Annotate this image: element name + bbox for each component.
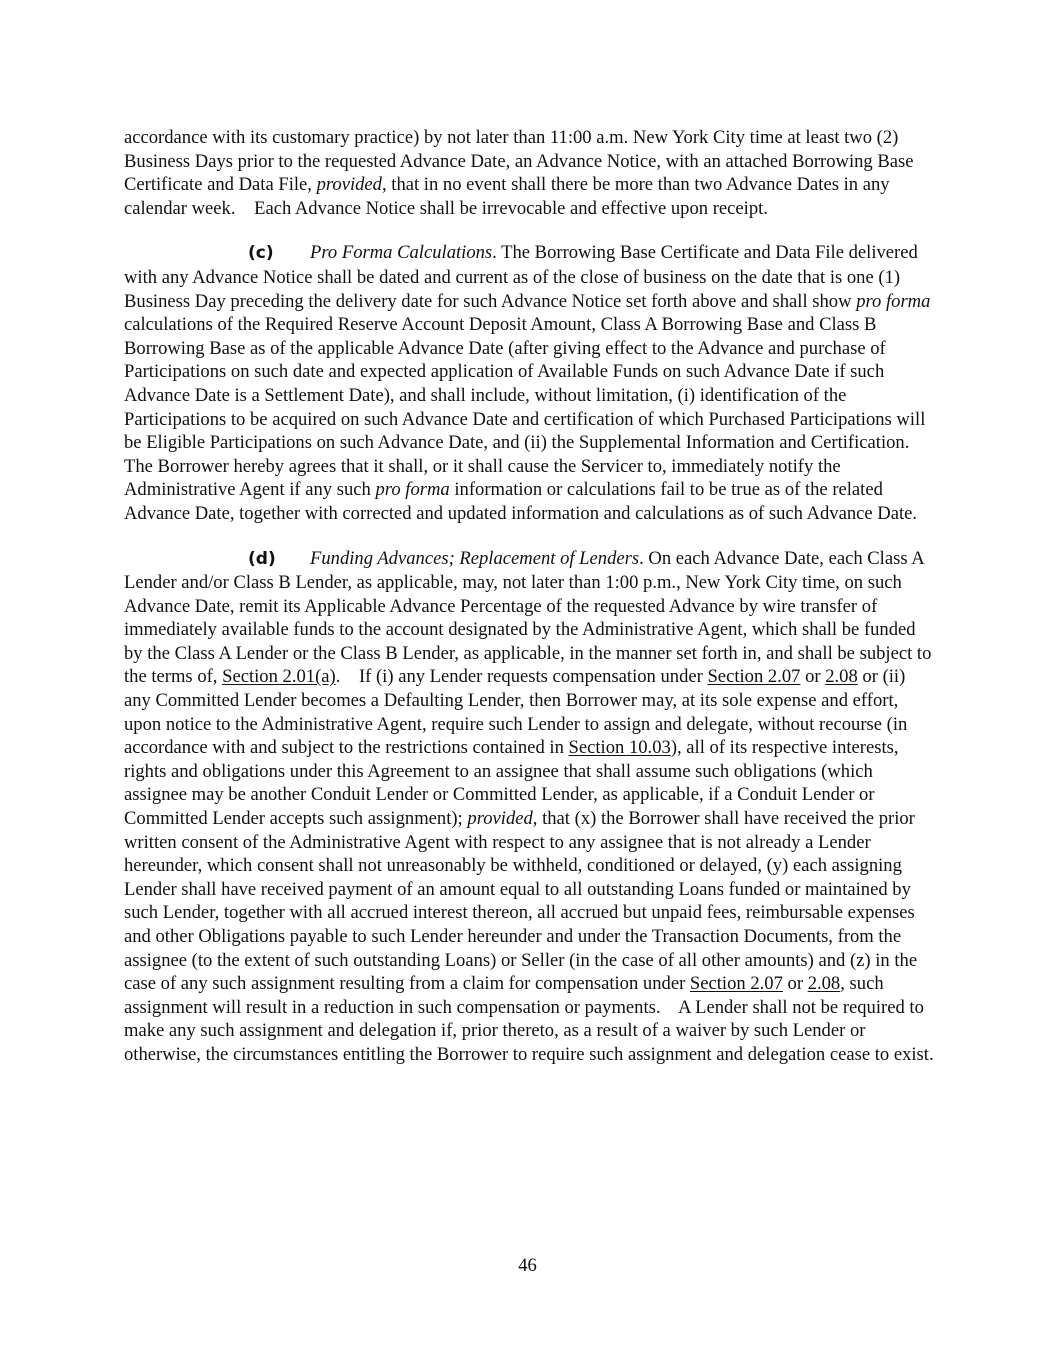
emphasis-pro-forma: pro forma [856, 290, 931, 312]
emphasis-provided: provided [316, 174, 382, 196]
section-reference: Section 2.07 [707, 666, 801, 688]
paragraph-b-continuation: accordance with its customary practice) by not later than 11:00 a.m. New York City time at least two (2) Business Days prior to the requested Advance Date, an Advance Notice, with an attached Borrowing Base Certificate and Data File, provided, that in no event shall there be more than two Advance Dates in any calendar week. Each Advance Notice shall be irrevocable and effective upon receipt. [124, 127, 914, 219]
document-page [124, 126, 936, 1067]
clause-heading-c: Pro Forma Calculations [310, 242, 493, 264]
emphasis-provided: provided [467, 808, 533, 830]
clause-heading-d: Funding Advances; Replacement of Lenders [310, 547, 640, 569]
section-reference: 2.08 [807, 973, 841, 995]
paragraph-d: (d) Funding Advances; Replacement of Lenders. On each Advance Date, each Class A Lender and/or Class B Lender, as applicable, may, not later than 1:00 p.m., New York City time, on such Advance Date, remit its Applicable Advance Percentage of the requested Advance by wire transfer of immediately available funds to the account designated by the Administrative Agent, which shall be funded by the Class A Lender or the Class B Lender, as applicable, in the manner set forth in, and shall be subject to the terms of, Section 2.01(a). If (i) any Lender requests compensation under Section 2.07 or 2.08 or (ii) any Committed Lender becomes a Defaulting Lender, then Borrower may, at its sole expense and effort, upon notice to the Administrative Agent, require such Lender to assign and delegate, without recourse (in accordance with and subject to the restrictions contained in Section 10.03), all of its respective interests, rights and obligations under this Agreement to an assignee that shall assume such obligations (which assignee may be another Conduit Lender or Committed Lender, as applicable, if a Conduit Lender or Committed Lender accepts such assignment); provided, that (x) the Borrower shall have received the prior written consent of the Administrative Agent with respect to any assignee that is not already a Lender hereunder, which consent shall not unreasonably be withheld, conditioned or delayed, (y) each assigning Lender shall have received payment of an amount equal to all outstanding Loans funded or maintained by such Lender, together with all accrued interest thereon, all accrued but unpaid fees, reimbursable expenses and other Obligations payable to such Lender hereunder and under the Transaction Documents, from the assignee (to the extent of such outstanding Loans) or Seller (in the case of all other amounts) and (z) in the case of any such assignment resulting from a claim for compensation under Section 2.07 or 2.08, such assignment will result in a reduction in such compensation or payments. A Lender shall not be required to make any such assignment and delegation if, prior thereto, as a result of a waiver by such Lender or otherwise, the circumstances entitling the Borrower to require such assignment and delegation cease to exist. [124, 547, 934, 1065]
clause-label-d: (d) [248, 548, 276, 569]
section-reference: 2.08 [825, 666, 858, 688]
paragraph-c: (c) Pro Forma Calculations. The Borrowing Base Certificate and Data File delivered with any Advance Notice shall be dated and current as of the close of business on the date that is one (1) Business Day preceding the delivery date for such Advance Notice set forth above and shall show pro forma calculations of the Required Reserve Account Deposit Amount, Class A Borrowing Base and Class B Borrowing Base as of the applicable Advance Date (after giving effect to the Advance and purchase of Participations on such date and expected application of Available Funds on such Advance Date if such Advance Date is a Settlement Date), and shall include, without limitation, (i) identification of the Participations to be acquired on such Advance Date and certification of which Purchased Participations will be Eligible Participations on such Advance Date, and (ii) the Supplemental Information and Certification. The Borrower hereby agrees that it shall, or it shall cause the Servicer to, immediately notify the Administrative Agent if any such pro forma information or calculations fail to be true as of the related Advance Date, together with corrected and updated information and calculations as of such Advance Date. [124, 242, 931, 524]
clause-label-c: (c) [248, 243, 274, 264]
emphasis-pro-forma: pro forma [375, 479, 450, 501]
section-reference: Section 2.01(a) [222, 666, 336, 688]
section-reference: Section 2.07 [689, 973, 783, 995]
page-number: 46 [518, 1255, 537, 1276]
section-reference: Section 10.03 [568, 737, 671, 759]
